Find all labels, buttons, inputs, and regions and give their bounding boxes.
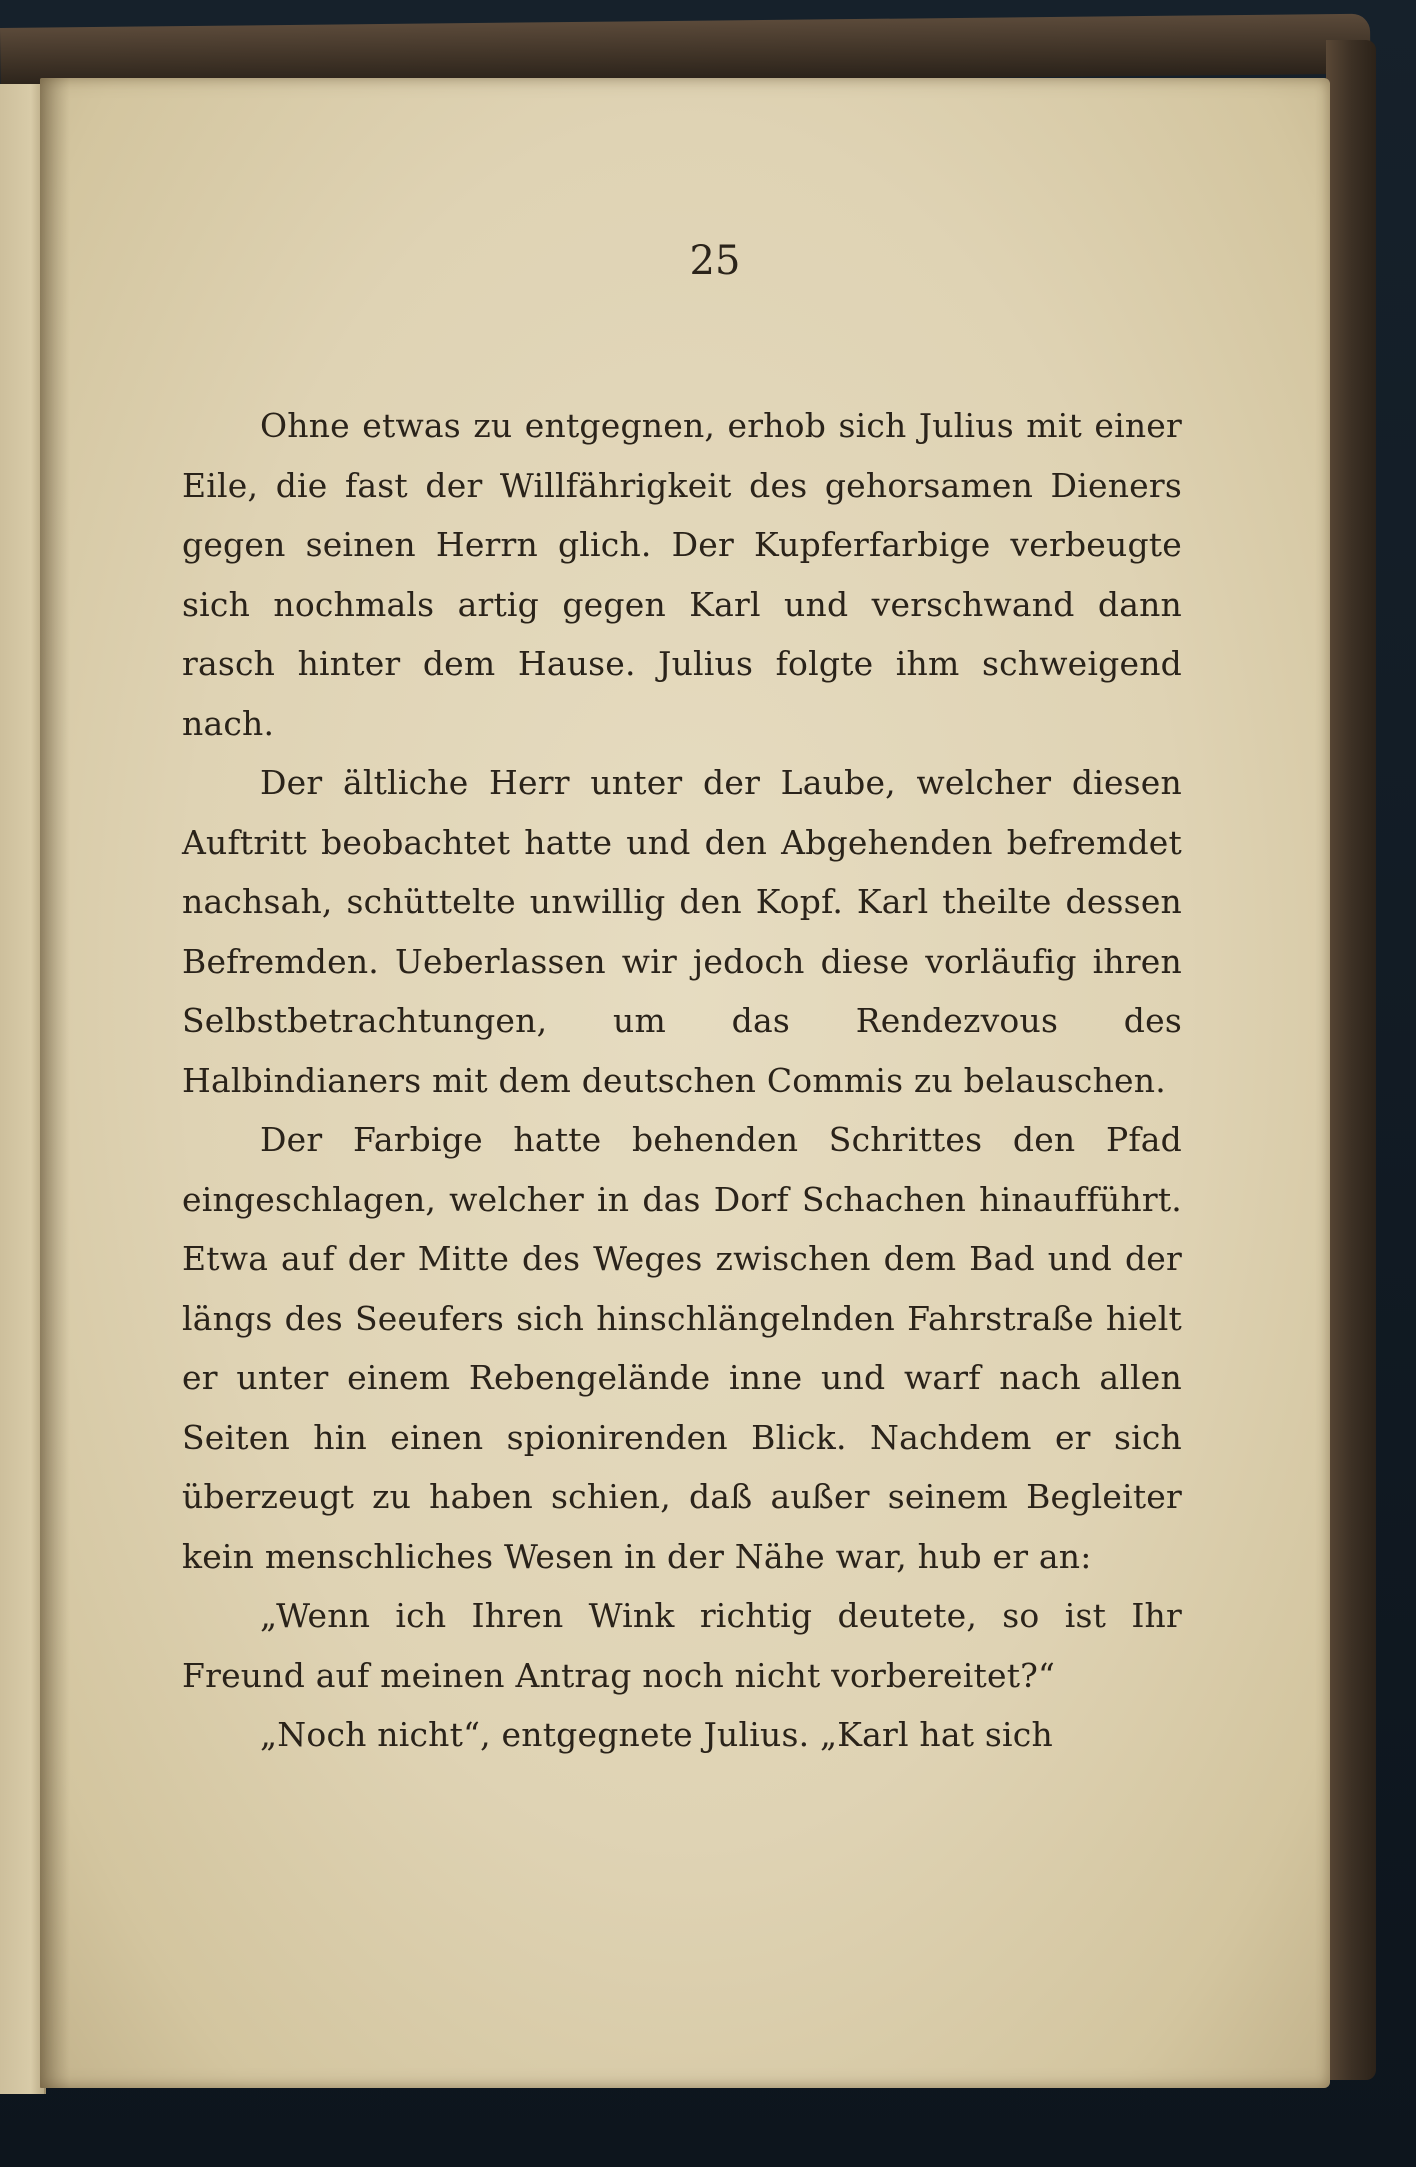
paragraph: Ohne etwas zu entgegnen, erhob sich Julius mit einer Eile, die fast der Willfährigkeit des gehorsamen Dieners gegen seinen Herrn glich. Der Kupferfarbige verbeugte sich nochmals artig gegen Karl und verschwand dann rasch hinter dem Hause. Julius folgte ihm schweigend nach. <box>182 406 1182 743</box>
book-cover-edge <box>1326 40 1376 2080</box>
paragraph: Der ältliche Herr unter der Laube, welcher diesen Auftritt beobachtet hatte und den Abgehenden befremdet nachsah, schüttelte unwillig den Kopf. Karl theilte dessen Befremden. Ueberlassen wir jedoch diese vorläufig ihren Selbstbetrachtungen, um das Rendezvous des Halbindianers mit dem deutschen Commis zu belauschen. <box>182 763 1182 1100</box>
body-text <box>182 396 1182 1765</box>
paragraph: „Noch nicht“, entgegnete Julius. „Karl hat sich <box>260 1715 1053 1754</box>
book-page <box>40 78 1330 2088</box>
paragraph: „Wenn ich Ihren Wink richtig deutete, so ist Ihr Freund auf meinen Antrag noch nicht vorbereitet?“ <box>182 1596 1182 1695</box>
paragraph: Der Farbige hatte behenden Schrittes den Pfad eingeschlagen, welcher in das Dorf Schachen hinaufführt. Etwa auf der Mitte des Weges zwischen dem Bad und der längs des Seeufers sich hinschlängelnden Fahrstraße hielt er unter einem Rebengelände inne und warf nach allen Seiten hin einen spionirenden Blick. Nachdem er sich überzeugt zu haben schien, daß außer seinem Begleiter kein menschliches Wesen in der Nähe war, hub er an: <box>182 1120 1182 1576</box>
page-number: 25 <box>689 238 741 284</box>
page-gutter-shadow <box>40 78 70 2088</box>
book-cover-top <box>0 14 1371 88</box>
